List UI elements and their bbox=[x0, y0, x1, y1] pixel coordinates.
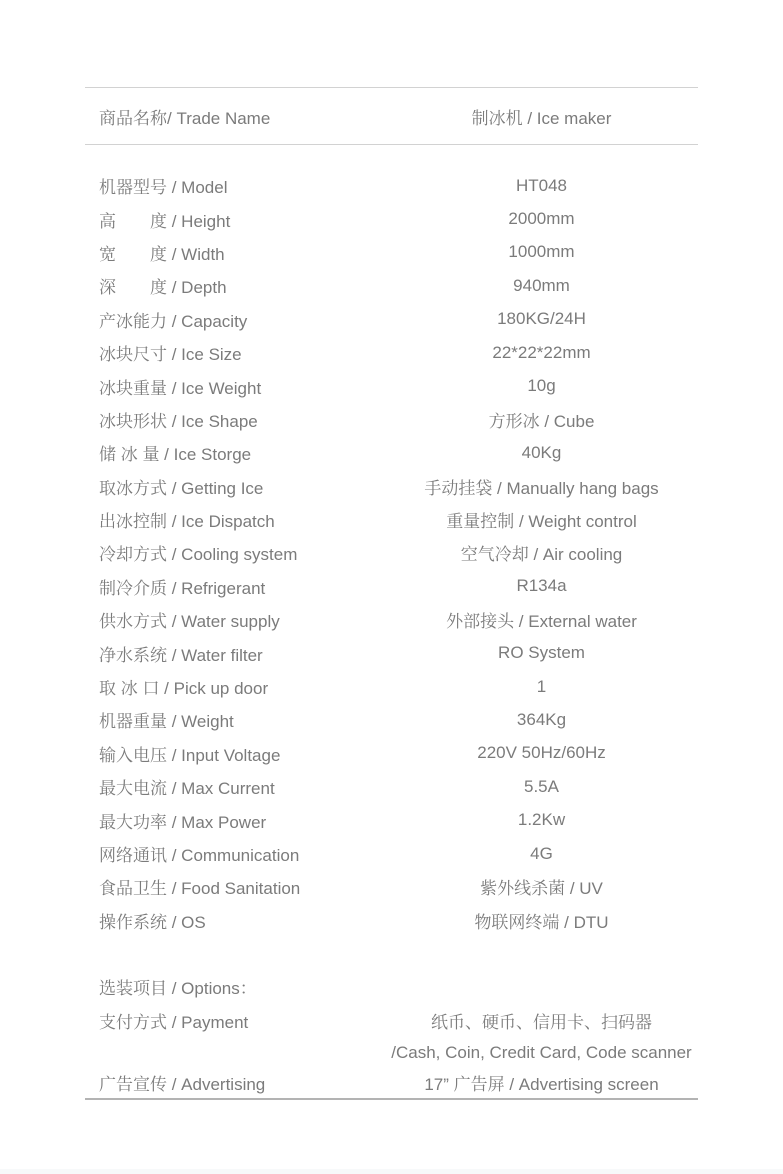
spec-value: 2000mm bbox=[508, 209, 575, 229]
spec-label: 最大电流 / Max Current bbox=[99, 779, 275, 799]
spec-label: 深 度 / Depth bbox=[99, 278, 227, 298]
spec-label: 制冷介质 / Refrigerant bbox=[99, 578, 266, 598]
spec-value: 940mm bbox=[513, 275, 570, 295]
spec-row-water-supply bbox=[85, 603, 698, 636]
table-header-row bbox=[85, 88, 698, 145]
option-row-payment-english bbox=[85, 1037, 698, 1070]
spec-value: 40Kg bbox=[521, 442, 562, 462]
spec-label: 最大功率 / Max Power bbox=[99, 812, 267, 832]
spec-label: 操作系统 / OS bbox=[99, 912, 206, 932]
spec-label: 高 度 / Height bbox=[99, 211, 231, 231]
spec-value: RO System bbox=[498, 643, 585, 663]
spec-table-body bbox=[85, 145, 698, 1098]
spec-label: 产冰能力 / Capacity bbox=[99, 311, 248, 331]
spec-row-max-power bbox=[85, 803, 698, 836]
spec-label: 输入电压 / Input Voltage bbox=[99, 745, 281, 765]
section-gap bbox=[85, 937, 698, 970]
options-title-row bbox=[85, 970, 698, 1003]
spec-table bbox=[85, 87, 698, 1100]
option-label: 广告宣传 / Advertising bbox=[99, 1075, 266, 1095]
spec-row-cooling-system bbox=[85, 536, 698, 569]
spec-row-pick-up-door bbox=[85, 670, 698, 703]
spec-row-depth bbox=[85, 269, 698, 302]
spec-label: 储 冰 量 / Ice Storge bbox=[99, 445, 252, 465]
spec-value: 紫外线杀菌 / UV bbox=[480, 879, 603, 899]
spec-value: 空气冷却 / Air cooling bbox=[460, 545, 623, 565]
spec-value: 10g bbox=[527, 376, 556, 396]
spec-row-ice-weight bbox=[85, 369, 698, 402]
spec-label: 机器型号 / Model bbox=[99, 178, 228, 198]
spec-label: 净水系统 / Water filter bbox=[99, 645, 263, 665]
option-row-advertising bbox=[85, 1070, 698, 1098]
spec-label: 网络通讯 / Communication bbox=[99, 846, 300, 865]
spec-row-food-sanitation bbox=[85, 870, 698, 903]
spec-sheet bbox=[85, 87, 698, 1100]
spec-row-os bbox=[85, 904, 698, 937]
option-value: /Cash, Coin, Credit Card, Code scanner bbox=[391, 1043, 692, 1063]
spec-row-refrigerant bbox=[85, 570, 698, 603]
spec-label: 取 冰 口 / Pick up door bbox=[99, 679, 269, 699]
spec-value: 外部接头 / External water bbox=[446, 612, 637, 632]
spec-value: HT048 bbox=[515, 175, 568, 195]
spec-row-model bbox=[85, 169, 698, 202]
spec-row-communication bbox=[85, 837, 698, 870]
trade-name-label: 商品名称/ Trade Name bbox=[99, 108, 271, 128]
spec-row-water-filter bbox=[85, 636, 698, 669]
spec-label: 冰块形状 / Ice Shape bbox=[99, 411, 258, 431]
spec-row-max-current bbox=[85, 770, 698, 803]
spec-label: 宽 度 / Width bbox=[99, 244, 225, 264]
spec-value: 1 bbox=[536, 676, 547, 696]
spec-value: 手动挂袋 / Manually hang bags bbox=[424, 478, 659, 498]
spec-row-ice-size bbox=[85, 336, 698, 369]
spec-value: R134a bbox=[516, 576, 567, 596]
spec-row-ice-storage bbox=[85, 436, 698, 469]
spec-label: 食品卫生 / Food Sanitation bbox=[99, 879, 301, 899]
spec-value: 22*22*22mm bbox=[492, 342, 591, 362]
option-row-payment bbox=[85, 1003, 698, 1036]
spec-row-input-voltage bbox=[85, 737, 698, 770]
spec-label: 取冰方式 / Getting Ice bbox=[99, 478, 264, 498]
spec-value: 方形冰 / Cube bbox=[488, 411, 595, 431]
spec-row-height bbox=[85, 202, 698, 235]
spec-row-getting-ice bbox=[85, 470, 698, 503]
page-bottom-edge bbox=[0, 1169, 783, 1174]
spec-value: 物联网终端 / DTU bbox=[474, 912, 609, 932]
trade-name-value: 制冰机 / Ice maker bbox=[471, 108, 612, 128]
option-label: 支付方式 / Payment bbox=[99, 1012, 249, 1032]
spec-value: 重量控制 / Weight control bbox=[446, 512, 637, 532]
spec-value: 1.2Kw bbox=[517, 810, 566, 830]
options-title: 选装项目 / Options： bbox=[99, 979, 257, 999]
option-value: 纸币、硬币、信用卡、扫码器 bbox=[431, 1012, 652, 1032]
spec-row-width bbox=[85, 236, 698, 269]
spec-row-capacity bbox=[85, 303, 698, 336]
spec-row-ice-shape bbox=[85, 403, 698, 436]
spec-label: 机器重量 / Weight bbox=[99, 712, 234, 732]
spec-value: 364Kg bbox=[516, 709, 567, 729]
spec-value: 180KG/24H bbox=[497, 309, 586, 329]
spec-row-ice-dispatch bbox=[85, 503, 698, 536]
spec-label: 冰块尺寸 / Ice Size bbox=[99, 345, 242, 365]
spec-label: 冷却方式 / Cooling system bbox=[99, 545, 298, 565]
spec-value: 1000mm bbox=[508, 242, 575, 262]
spec-value: 5.5A bbox=[524, 776, 559, 796]
spec-label: 供水方式 / Water supply bbox=[99, 612, 280, 632]
spec-label: 出冰控制 / Ice Dispatch bbox=[99, 512, 275, 532]
spec-label: 冰块重量 / Ice Weight bbox=[99, 378, 262, 398]
option-value: 17” 广告屏 / Advertising screen bbox=[424, 1075, 659, 1095]
spec-value: 220V 50Hz/60Hz bbox=[477, 743, 606, 763]
spec-row-weight bbox=[85, 703, 698, 736]
spec-value: 4G bbox=[530, 843, 553, 863]
